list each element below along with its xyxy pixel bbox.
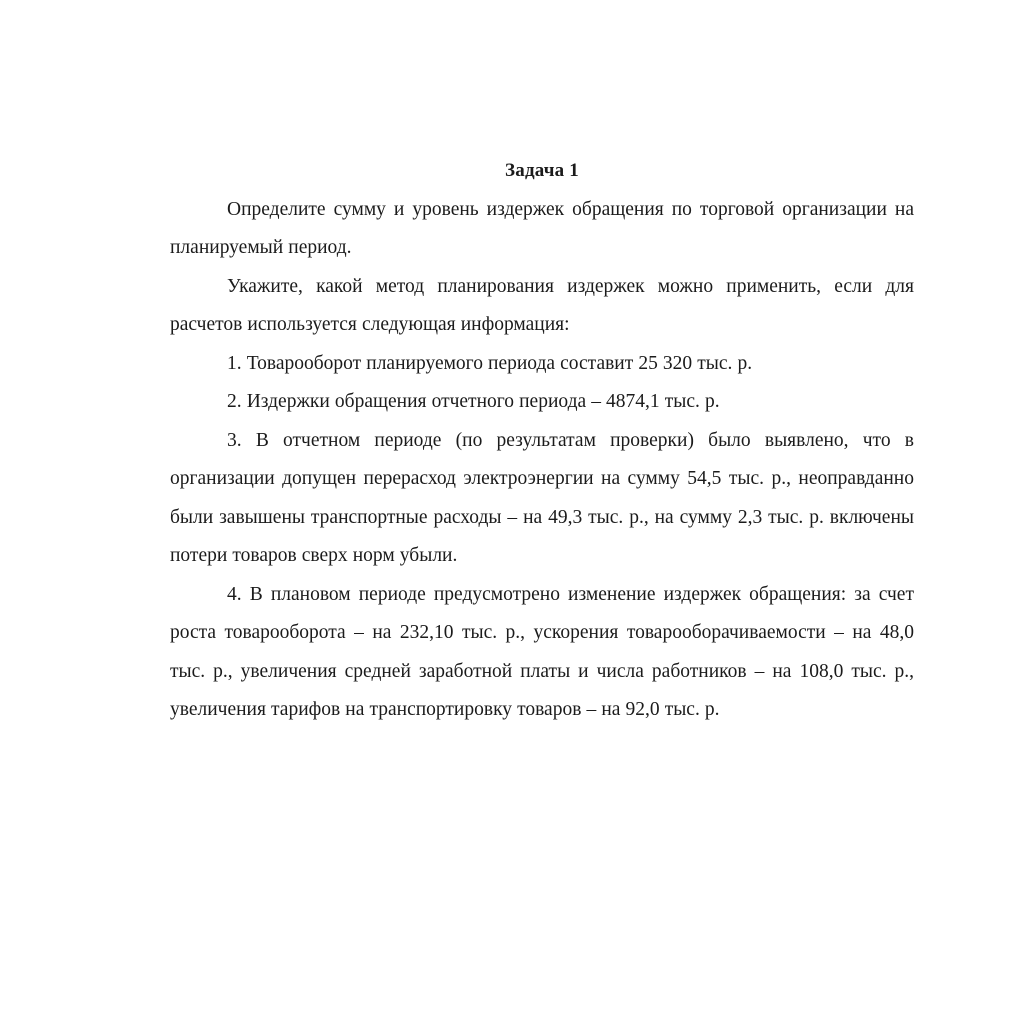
list-item-4: 4. В плановом периоде предусмотрено изменение издержек обращения: за счет роста товарооборота – на 232,10 тыс. р., ускорения товарооборачиваемости – на 48,0 тыс. р., увеличения средней заработной платы и числа работников – на 108,0 тыс. р., увеличения тарифов на транспортировку товаров – на 92,0 тыс. р.	[170, 583, 914, 720]
list-item-3: 3. В отчетном периоде (по результатам проверки) было выявлено, что в организации допущен перерасход электроэнергии на сумму 54,5 тыс. р., неоправданно были завышены транспортные расходы – на 49,3 тыс. р., на сумму 2,3 тыс. р. включены потери товаров сверх норм убыли.	[170, 429, 914, 566]
paragraph-intro-2: Укажите, какой метод планирования издержек можно применить, если для расчетов используется следующая информация:	[170, 275, 914, 335]
page-title: Задача 1	[505, 160, 579, 181]
paragraph-intro-1: Определите сумму и уровень издержек обращения по торговой организации на планируемый период.	[170, 198, 914, 258]
list-item-1: 1. Товарооборот планируемого периода составит 25 320 тыс. р.	[227, 352, 753, 374]
list-item-2: 2. Издержки обращения отчетного периода – 4874,1 тыс. р.	[227, 391, 720, 412]
document-text-block	[170, 152, 914, 730]
